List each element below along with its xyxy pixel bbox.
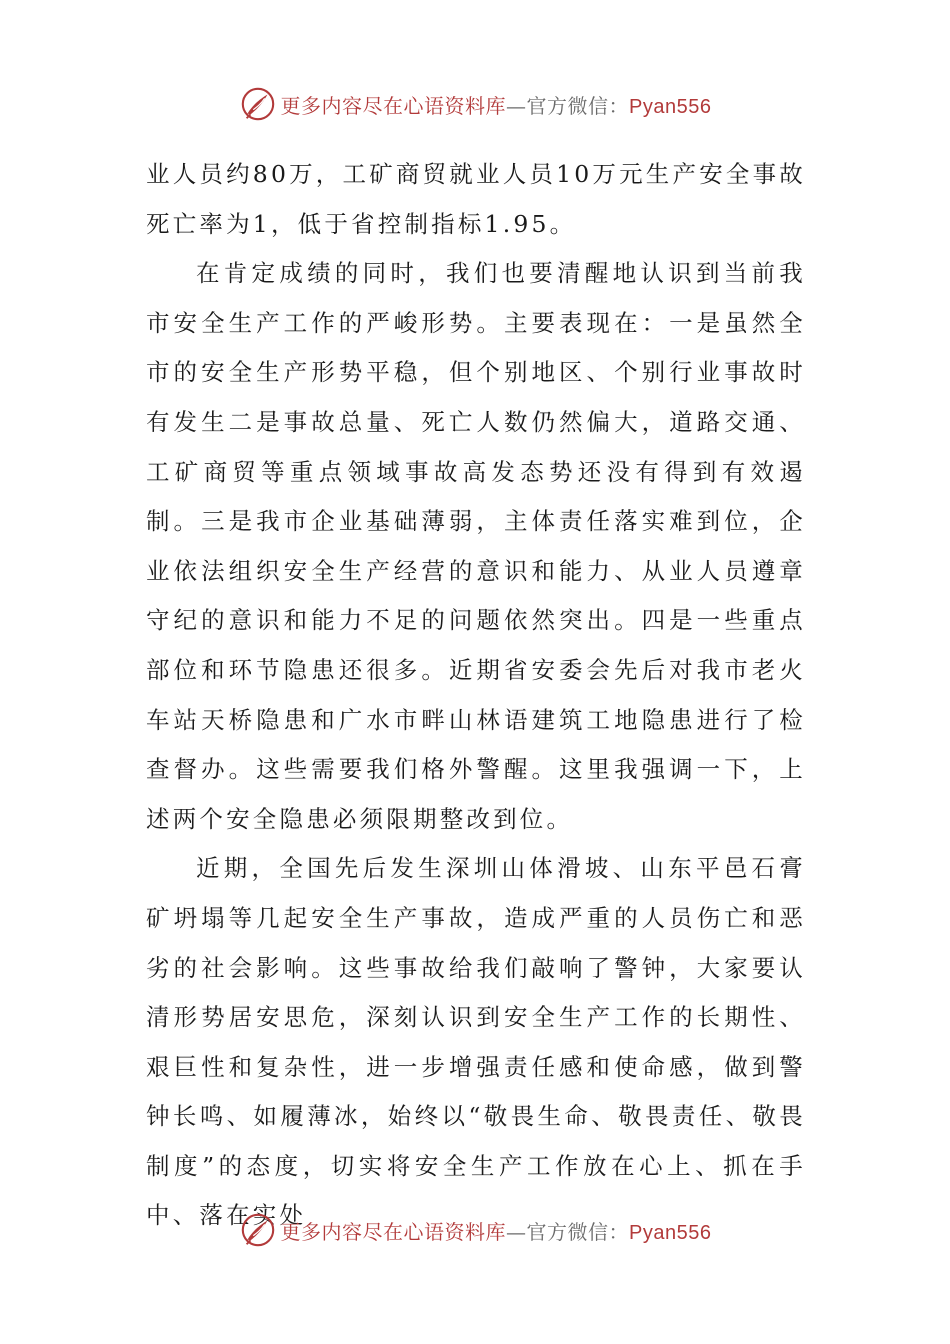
footer-banner-text <box>281 1216 712 1245</box>
header-banner-wechat-id: Pyan556 <box>629 95 712 118</box>
body-paragraph-3: 近期，全国先后发生深圳山体滑坡、山东平邑石膏矿坍塌等几起安全生产事故，造成严重的人员伤亡和恶劣的社会影响。这些事故给我们敲响了警钟，大家要认清形势居安思危，深刻认识到安全生产工作的长期性、艰巨性和复杂性，进一步增强责任感和使命感，做到警钟长鸣、如履薄冰，始终以“敬畏生命、敬畏责任、敬畏制度”的态度，切实将安全生产工作放在心上、抓在手中、落在实处 <box>146 854 806 1230</box>
header-banner-dash: — <box>506 93 527 118</box>
header-banner <box>0 82 950 126</box>
pen-nib-logo-icon <box>239 1211 277 1249</box>
footer-banner <box>0 1208 950 1252</box>
pen-nib-logo-icon <box>239 85 277 123</box>
footer-banner-title: 更多内容尽在心语资料库 <box>280 1219 507 1244</box>
footer-banner-dash: — <box>506 1219 527 1244</box>
footer-banner-wechat-id: Pyan556 <box>629 1221 712 1244</box>
body-paragraph-1: 业人员约80万，工矿商贸就业人员10万元生产安全事故死亡率为1，低于省控制指标1.95。 <box>146 160 807 238</box>
footer-banner-wechat-label: 官方微信： <box>526 1219 630 1244</box>
body-paragraph-2: 在肯定成绩的同时，我们也要清醒地认识到当前我市安全生产工作的严峻形势。主要表现在：一是虽然全市的安全生产形势平稳，但个别地区、个别行业事故时有发生二是事故总量、死亡人数仍然偏大，道路交通、工矿商贸等重点领域事故高发态势还没有得到有效遏制。三是我市企业基础薄弱，主体责任落实难到位，企业依法组织安全生产经营的意识和能力、从业人员遵章守纪的意识和能力不足的问题依然突出。四是一些重点部位和环节隐患还很多。近期省安委会先后对我市老火车站天桥隐患和广水市畔山林语建筑工地隐患进行了检查督办。这些需要我们格外警醒。这里我强调一下，上述两个安全隐患必须限期整改到位。 <box>146 259 806 833</box>
header-banner-text <box>281 90 712 119</box>
header-banner-title: 更多内容尽在心语资料库 <box>280 93 507 118</box>
header-banner-wechat-label: 官方微信： <box>526 93 630 118</box>
document-body <box>146 150 806 1241</box>
